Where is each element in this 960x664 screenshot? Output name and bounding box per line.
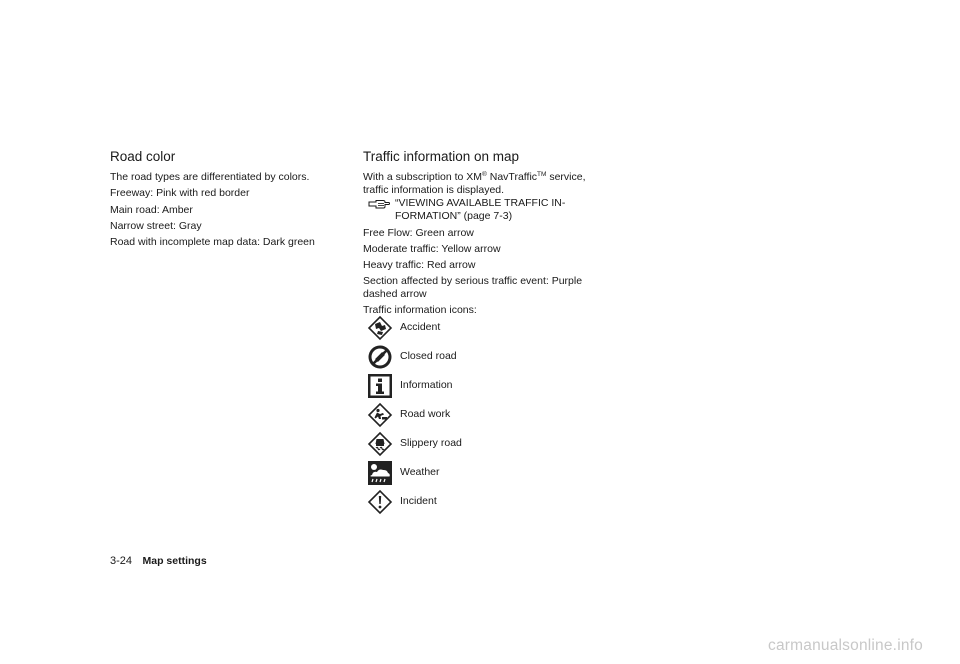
road-color-line-3: Main road: Amber (110, 204, 193, 216)
icons-label: Traffic information icons: (363, 304, 477, 316)
road-work-icon (367, 402, 393, 428)
watermark: carmanualsonline.info (768, 637, 923, 654)
icon-item-road-work (367, 402, 567, 428)
closed-road-icon (367, 344, 393, 370)
slippery-road-icon (367, 431, 393, 457)
intro-pre: With a subscription to XM (363, 171, 483, 183)
icon-item-information (367, 373, 567, 399)
traffic-info-heading: Traffic information on map (363, 149, 520, 164)
section-affected-line-2: dashed arrow (363, 288, 427, 300)
intro-mid: NavTraffic (486, 171, 538, 183)
weather-icon (367, 460, 393, 486)
traffic-intro-line-1 (363, 171, 586, 184)
icon-label-slippery-road: Slippery road (400, 437, 462, 449)
traffic-intro-line-2: traffic information is displayed. (363, 184, 505, 196)
section-title: Map settings (142, 555, 207, 567)
icon-label-road-work: Road work (400, 408, 451, 420)
road-color-line-1: The road types are differentiated by colors. (110, 171, 310, 183)
icon-item-weather (367, 460, 567, 486)
icon-label-information: Information (400, 379, 453, 391)
reference-line-2: FORMATION” (page 7-3) (395, 210, 513, 222)
road-color-line-5: Road with incomplete map data: Dark green (110, 236, 315, 248)
road-color-line-4: Narrow street: Gray (110, 220, 202, 232)
intro-post: service, (546, 171, 586, 183)
icon-label-accident: Accident (400, 321, 441, 333)
road-color-heading: Road color (110, 149, 176, 164)
registered-mark: ® (482, 171, 487, 178)
free-flow-line: Free Flow: Green arrow (363, 227, 474, 239)
information-icon (367, 373, 393, 399)
icon-label-incident: Incident (400, 495, 437, 507)
reference-line-1: “VIEWING AVAILABLE TRAFFIC IN- (395, 197, 566, 209)
icon-label-weather: Weather (400, 466, 440, 478)
icon-item-closed-road (367, 344, 567, 370)
heavy-traffic-line: Heavy traffic: Red arrow (363, 259, 476, 271)
icon-item-incident (367, 489, 567, 515)
icon-item-slippery-road (367, 431, 567, 457)
icon-label-closed-road: Closed road (400, 350, 457, 362)
page-footer (110, 551, 207, 569)
moderate-traffic-line: Moderate traffic: Yellow arrow (363, 243, 501, 255)
section-affected-line-1: Section affected by serious traffic event: Purple (363, 275, 583, 287)
icon-item-accident (367, 315, 567, 341)
page-number: 3-24 (110, 555, 133, 567)
pointing-hand-icon (368, 197, 390, 209)
road-color-line-2: Freeway: Pink with red border (110, 187, 250, 199)
trademark: TM (537, 171, 547, 178)
incident-icon (367, 489, 393, 515)
accident-icon (367, 315, 393, 341)
